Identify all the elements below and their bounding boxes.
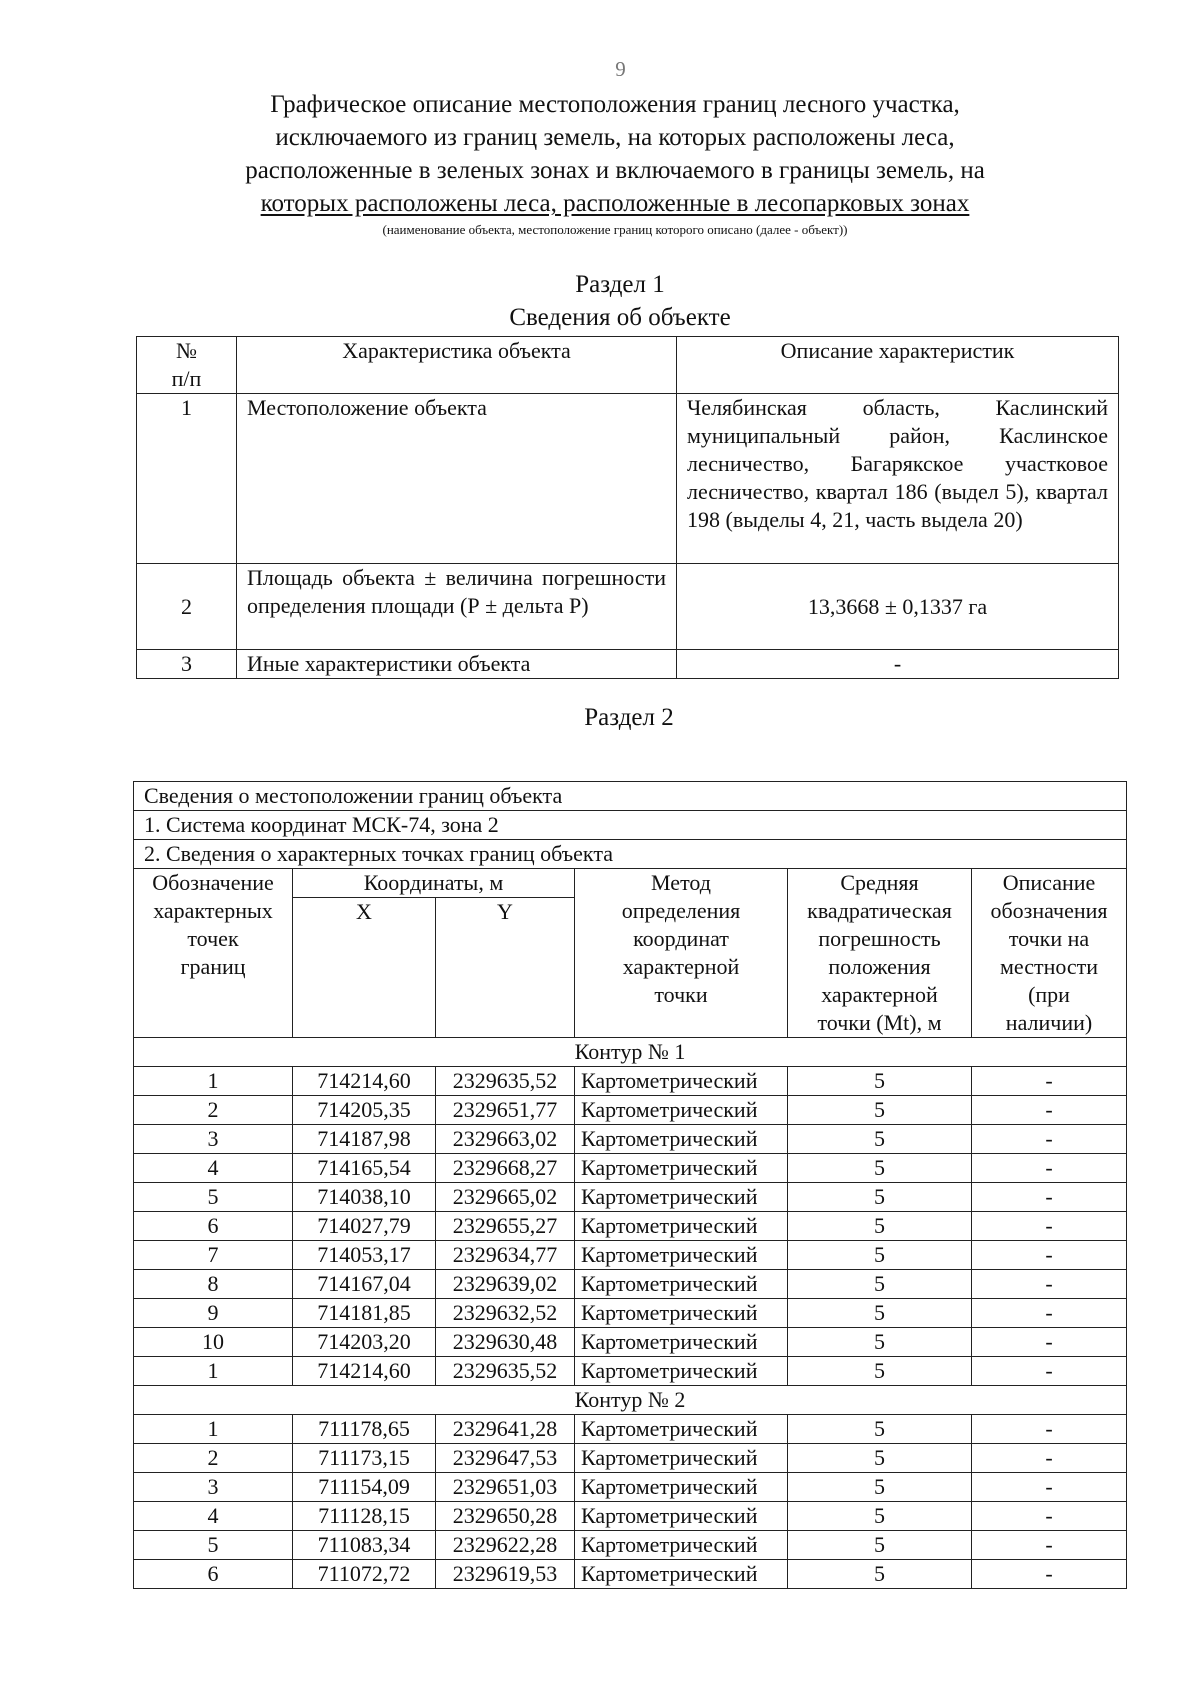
point-description: - [972, 1299, 1127, 1328]
point-description: - [972, 1183, 1127, 1212]
table-row [134, 1299, 1127, 1328]
mean-error: 5 [788, 1212, 972, 1241]
mean-error: 5 [788, 1299, 972, 1328]
coord-x: 714214,60 [293, 1357, 436, 1386]
table-title-row [134, 782, 1127, 811]
method: Картометрический [575, 1357, 788, 1386]
row-characteristic: Площадь объекта ± величина погрешности определения площади (Р ± дельта Р) [237, 564, 677, 650]
method: Картометрический [575, 1154, 788, 1183]
mean-error: 5 [788, 1125, 972, 1154]
coord-y: 2329630,48 [436, 1328, 575, 1357]
mean-error: 5 [788, 1415, 972, 1444]
coord-x: 711072,72 [293, 1560, 436, 1589]
coord-x: 714038,10 [293, 1183, 436, 1212]
header-point: Обозначение характерных точек границ [134, 869, 293, 1038]
point-number: 4 [134, 1154, 293, 1183]
table-row [134, 1415, 1127, 1444]
section-2-heading: Раздел 2 [584, 704, 674, 731]
point-number: 3 [134, 1125, 293, 1154]
mean-error: 5 [788, 1183, 972, 1212]
table-row [134, 1560, 1127, 1589]
table-row [137, 650, 1119, 679]
table-row [134, 1357, 1127, 1386]
table-row [134, 1096, 1127, 1125]
table-row [134, 1502, 1127, 1531]
header-method: Метод определения координат характерной точки [575, 869, 788, 1038]
mean-error: 5 [788, 1096, 972, 1125]
coord-x: 711128,15 [293, 1502, 436, 1531]
table-row [134, 1067, 1127, 1096]
title-line-1: Графическое описание местоположения границ лесного участка, [270, 91, 960, 118]
header-characteristic: Характеристика объекта [237, 337, 677, 394]
object-info-table [136, 336, 1119, 679]
point-description: - [972, 1067, 1127, 1096]
table-row [134, 1444, 1127, 1473]
row-num: 3 [137, 650, 237, 679]
point-number: 9 [134, 1299, 293, 1328]
mean-error: 5 [788, 1560, 972, 1589]
method: Картометрический [575, 1096, 788, 1125]
table-row [134, 1125, 1127, 1154]
method: Картометрический [575, 1067, 788, 1096]
coord-y: 2329632,52 [436, 1299, 575, 1328]
point-description: - [972, 1357, 1127, 1386]
method: Картометрический [575, 1328, 788, 1357]
mean-error: 5 [788, 1531, 972, 1560]
method: Картометрический [575, 1560, 788, 1589]
title-line-2: исключаемого из границ земель, на которых расположены леса, [275, 124, 955, 151]
coord-y: 2329651,77 [436, 1096, 575, 1125]
method: Картометрический [575, 1241, 788, 1270]
boundary-points-table [133, 781, 1127, 1589]
method: Картометрический [575, 1444, 788, 1473]
method: Картометрический [575, 1473, 788, 1502]
point-description: - [972, 1154, 1127, 1183]
coord-y: 2329641,28 [436, 1415, 575, 1444]
row-description: - [677, 650, 1119, 679]
mean-error: 5 [788, 1328, 972, 1357]
row-num: 2 [137, 564, 237, 650]
method: Картометрический [575, 1299, 788, 1328]
row-description: Челябинская область, Каслинский муниципальный район, Каслинское лесничество, Багарякское участковое лесничество, квартал 186 (выдел 5), квартал 198 (выделы 4, 21, часть выдела 20) [677, 394, 1119, 564]
mean-error: 5 [788, 1357, 972, 1386]
point-number: 4 [134, 1502, 293, 1531]
point-description: - [972, 1502, 1127, 1531]
coord-x: 714165,54 [293, 1154, 436, 1183]
mean-error: 5 [788, 1241, 972, 1270]
coord-x: 714027,79 [293, 1212, 436, 1241]
point-description: - [972, 1444, 1127, 1473]
title-caption: (наименование объекта, местоположение границ которого описано (далее - объект)) [382, 222, 848, 237]
point-description: - [972, 1415, 1127, 1444]
coord-y: 2329639,02 [436, 1270, 575, 1299]
point-description: - [972, 1270, 1127, 1299]
coord-y: 2329619,53 [436, 1560, 575, 1589]
points-title-row [134, 840, 1127, 869]
table-header-row [137, 337, 1119, 394]
point-number: 5 [134, 1183, 293, 1212]
method: Картометрический [575, 1531, 788, 1560]
method: Картометрический [575, 1415, 788, 1444]
coord-y: 2329650,28 [436, 1502, 575, 1531]
table-row [134, 1241, 1127, 1270]
mean-error: 5 [788, 1067, 972, 1096]
point-description: - [972, 1125, 1127, 1154]
point-description: - [972, 1560, 1127, 1589]
page-number: 9 [615, 57, 626, 81]
coord-x: 714205,35 [293, 1096, 436, 1125]
mean-error: 5 [788, 1473, 972, 1502]
table-row [134, 1183, 1127, 1212]
coord-x: 714214,60 [293, 1067, 436, 1096]
contour-label: Контур № 1 [134, 1038, 1127, 1067]
title-line-4: которых расположены леса, расположенные в лесопарковых зонах [260, 190, 970, 217]
coord-y: 2329634,77 [436, 1241, 575, 1270]
coord-x: 714167,04 [293, 1270, 436, 1299]
point-number: 6 [134, 1560, 293, 1589]
table-row [134, 1473, 1127, 1502]
header-coords: Координаты, м [293, 869, 575, 898]
coord-y: 2329663,02 [436, 1125, 575, 1154]
contour-label: Контур № 2 [134, 1386, 1127, 1415]
method: Картометрический [575, 1502, 788, 1531]
coord-x: 714053,17 [293, 1241, 436, 1270]
coord-y: 2329622,28 [436, 1531, 575, 1560]
mean-error: 5 [788, 1444, 972, 1473]
point-number: 10 [134, 1328, 293, 1357]
coord-x: 714203,20 [293, 1328, 436, 1357]
coord-x: 714181,85 [293, 1299, 436, 1328]
coord-y: 2329635,52 [436, 1357, 575, 1386]
point-number: 5 [134, 1531, 293, 1560]
coord-x: 711083,34 [293, 1531, 436, 1560]
table-row [134, 1328, 1127, 1357]
point-number: 6 [134, 1212, 293, 1241]
coord-y: 2329651,03 [436, 1473, 575, 1502]
header-y: Y [436, 898, 575, 1038]
coord-x: 711178,65 [293, 1415, 436, 1444]
table-row [134, 1270, 1127, 1299]
table-row [134, 1154, 1127, 1183]
header-description: Описание обозначения точки на местности (при наличии) [972, 869, 1127, 1038]
mean-error: 5 [788, 1270, 972, 1299]
row-num: 1 [137, 394, 237, 564]
method: Картометрический [575, 1270, 788, 1299]
contour-header-row [134, 1386, 1127, 1415]
point-number: 1 [134, 1415, 293, 1444]
point-number: 3 [134, 1473, 293, 1502]
method: Картометрический [575, 1183, 788, 1212]
method: Картометрический [575, 1125, 788, 1154]
info-title: Сведения о местоположении границ объекта [134, 782, 1127, 811]
table-header-row [134, 869, 1127, 898]
section-1-title: Раздел 1 [575, 271, 665, 298]
section-1-heading [136, 268, 1104, 334]
coord-y: 2329665,02 [436, 1183, 575, 1212]
point-number: 2 [134, 1096, 293, 1125]
method: Картометрический [575, 1212, 788, 1241]
coord-y: 2329647,53 [436, 1444, 575, 1473]
header-description: Описание характеристик [677, 337, 1119, 394]
point-description: - [972, 1473, 1127, 1502]
coord-system-row [134, 811, 1127, 840]
header-x: X [293, 898, 436, 1038]
coord-system: 1. Система координат МСК-74, зона 2 [134, 811, 1127, 840]
coord-x: 714187,98 [293, 1125, 436, 1154]
point-description: - [972, 1328, 1127, 1357]
coord-x: 711154,09 [293, 1473, 436, 1502]
table-row [134, 1531, 1127, 1560]
document-title [150, 88, 1080, 220]
header-num: № п/п [137, 337, 237, 394]
coord-x: 711173,15 [293, 1444, 436, 1473]
point-description: - [972, 1212, 1127, 1241]
point-number: 8 [134, 1270, 293, 1299]
section-1-subtitle: Сведения об объекте [509, 304, 731, 331]
table-row [137, 394, 1119, 564]
point-description: - [972, 1531, 1127, 1560]
row-description: 13,3668 ± 0,1337 га [677, 564, 1119, 650]
table-row [137, 564, 1119, 650]
contour-header-row [134, 1038, 1127, 1067]
coord-y: 2329668,27 [436, 1154, 575, 1183]
header-error: Средняя квадратическая погрешность положения характерной точки (Mt), м [788, 869, 972, 1038]
coord-y: 2329635,52 [436, 1067, 575, 1096]
point-number: 1 [134, 1357, 293, 1386]
points-title: 2. Сведения о характерных точках границ объекта [134, 840, 1127, 869]
mean-error: 5 [788, 1154, 972, 1183]
point-number: 1 [134, 1067, 293, 1096]
mean-error: 5 [788, 1502, 972, 1531]
point-description: - [972, 1096, 1127, 1125]
point-number: 2 [134, 1444, 293, 1473]
point-description: - [972, 1241, 1127, 1270]
title-line-3: расположенные в зеленых зонах и включаемого в границы земель, на [245, 157, 985, 184]
coord-y: 2329655,27 [436, 1212, 575, 1241]
row-characteristic: Местоположение объекта [237, 394, 677, 564]
row-characteristic: Иные характеристики объекта [237, 650, 677, 679]
point-number: 7 [134, 1241, 293, 1270]
table-row [134, 1212, 1127, 1241]
